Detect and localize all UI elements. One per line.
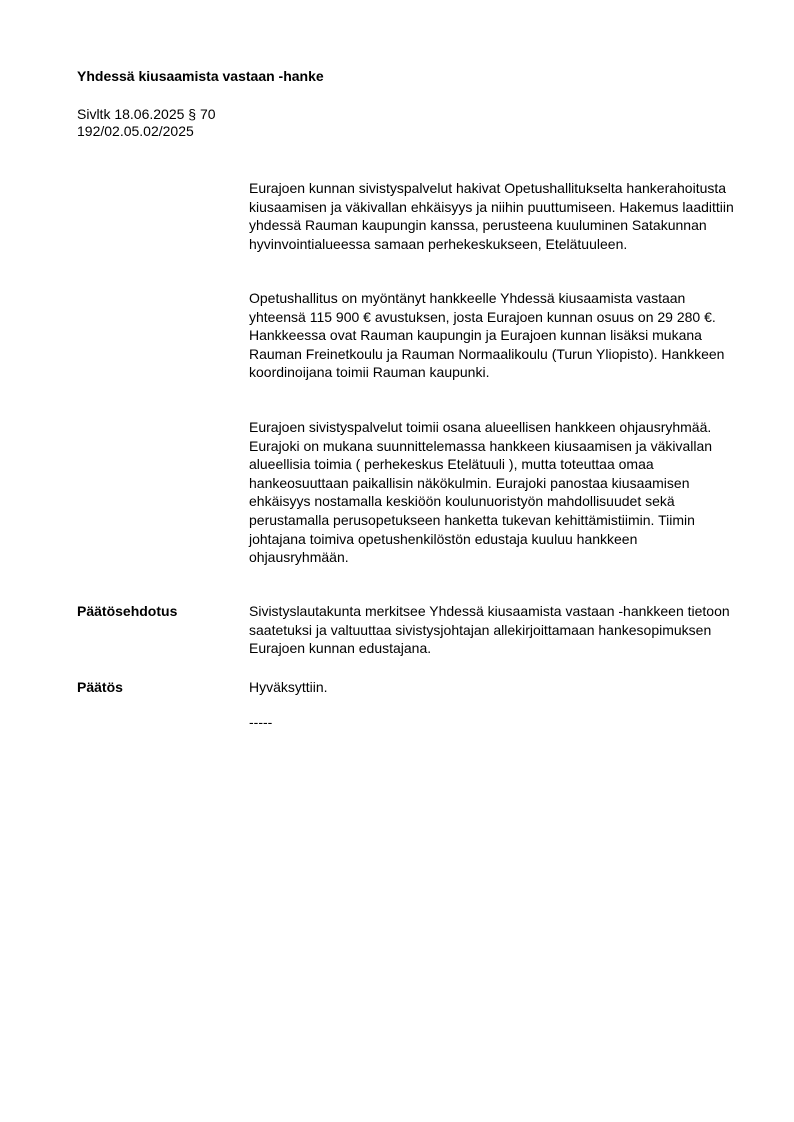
case-number: 192/02.05.02/2025 bbox=[77, 123, 194, 139]
document-title: Yhdessä kiusaamista vastaan -hanke bbox=[77, 68, 324, 84]
meeting-meta bbox=[77, 106, 216, 140]
body-paragraph-1: Eurajoen kunnan sivistyspalvelut hakivat Opetushallitukselta hankerahoitusta kiusaamisen ja väkivallan ehkäisyys ja niihin puuttumiseen. Hakemus laadittiin yhdessä Rauman kaupungin kanssa, perusteena kuuluminen Satakunnan hyvinvointialueessa samaan perhekeskukseen, Etelätuuleen. bbox=[249, 180, 734, 252]
decision-label: Päätös bbox=[77, 679, 123, 695]
decision-text: Hyväksyttiin. bbox=[249, 679, 328, 695]
proposal-label: Päätösehdotus bbox=[77, 603, 178, 619]
body-paragraph-2: Opetushallitus on myöntänyt hankkeelle Yhdessä kiusaamista vastaan yhteensä 115 900 € avustuksen, josta Eurajoen kunnan osuus on 29 280 €. Hankkeessa ovat Rauman kaupungin ja Eurajoen kunnan lisäksi mukana Rauman Freinetkoulu ja Rauman Normaalikoulu (Turun Yliopisto). Hankkeen koordinoijana toimii Rauman kaupunki. bbox=[249, 290, 725, 381]
end-mark: ----- bbox=[249, 714, 273, 730]
meeting-reference: Sivltk 18.06.2025 § 70 bbox=[77, 106, 216, 122]
body-paragraph-3: Eurajoen sivistyspalvelut toimii osana alueellisen hankkeen ohjausryhmää. Eurajoki on mukana suunnittelemassa hankkeen kiusaamisen ja väkivallan alueellisia toimia ( perhekeskus Etelätuuli ), mutta toteuttaa omaa hankeosuuttaan paikallisin näkökulmin. Eurajoki panostaa kiusaamisen ehkäisyys nostamalla keskiöön koulunuoristyön mahdollisuudet sekä perustamalla perusopetukseen hanketta tukevan kehittämistiimin. Tiimin johtajana toimiva opetushenkilöstön edustaja kuuluu hankkeen ohjausryhmään. bbox=[249, 419, 713, 566]
proposal-text: Sivistyslautakunta merkitsee Yhdessä kiusaamista vastaan -hankkeen tietoon saatetuksi ja valtuuttaa sivistysjohtajan allekirjoittamaan hankesopimuksen Eurajoen kunnan edustajana. bbox=[249, 603, 730, 657]
